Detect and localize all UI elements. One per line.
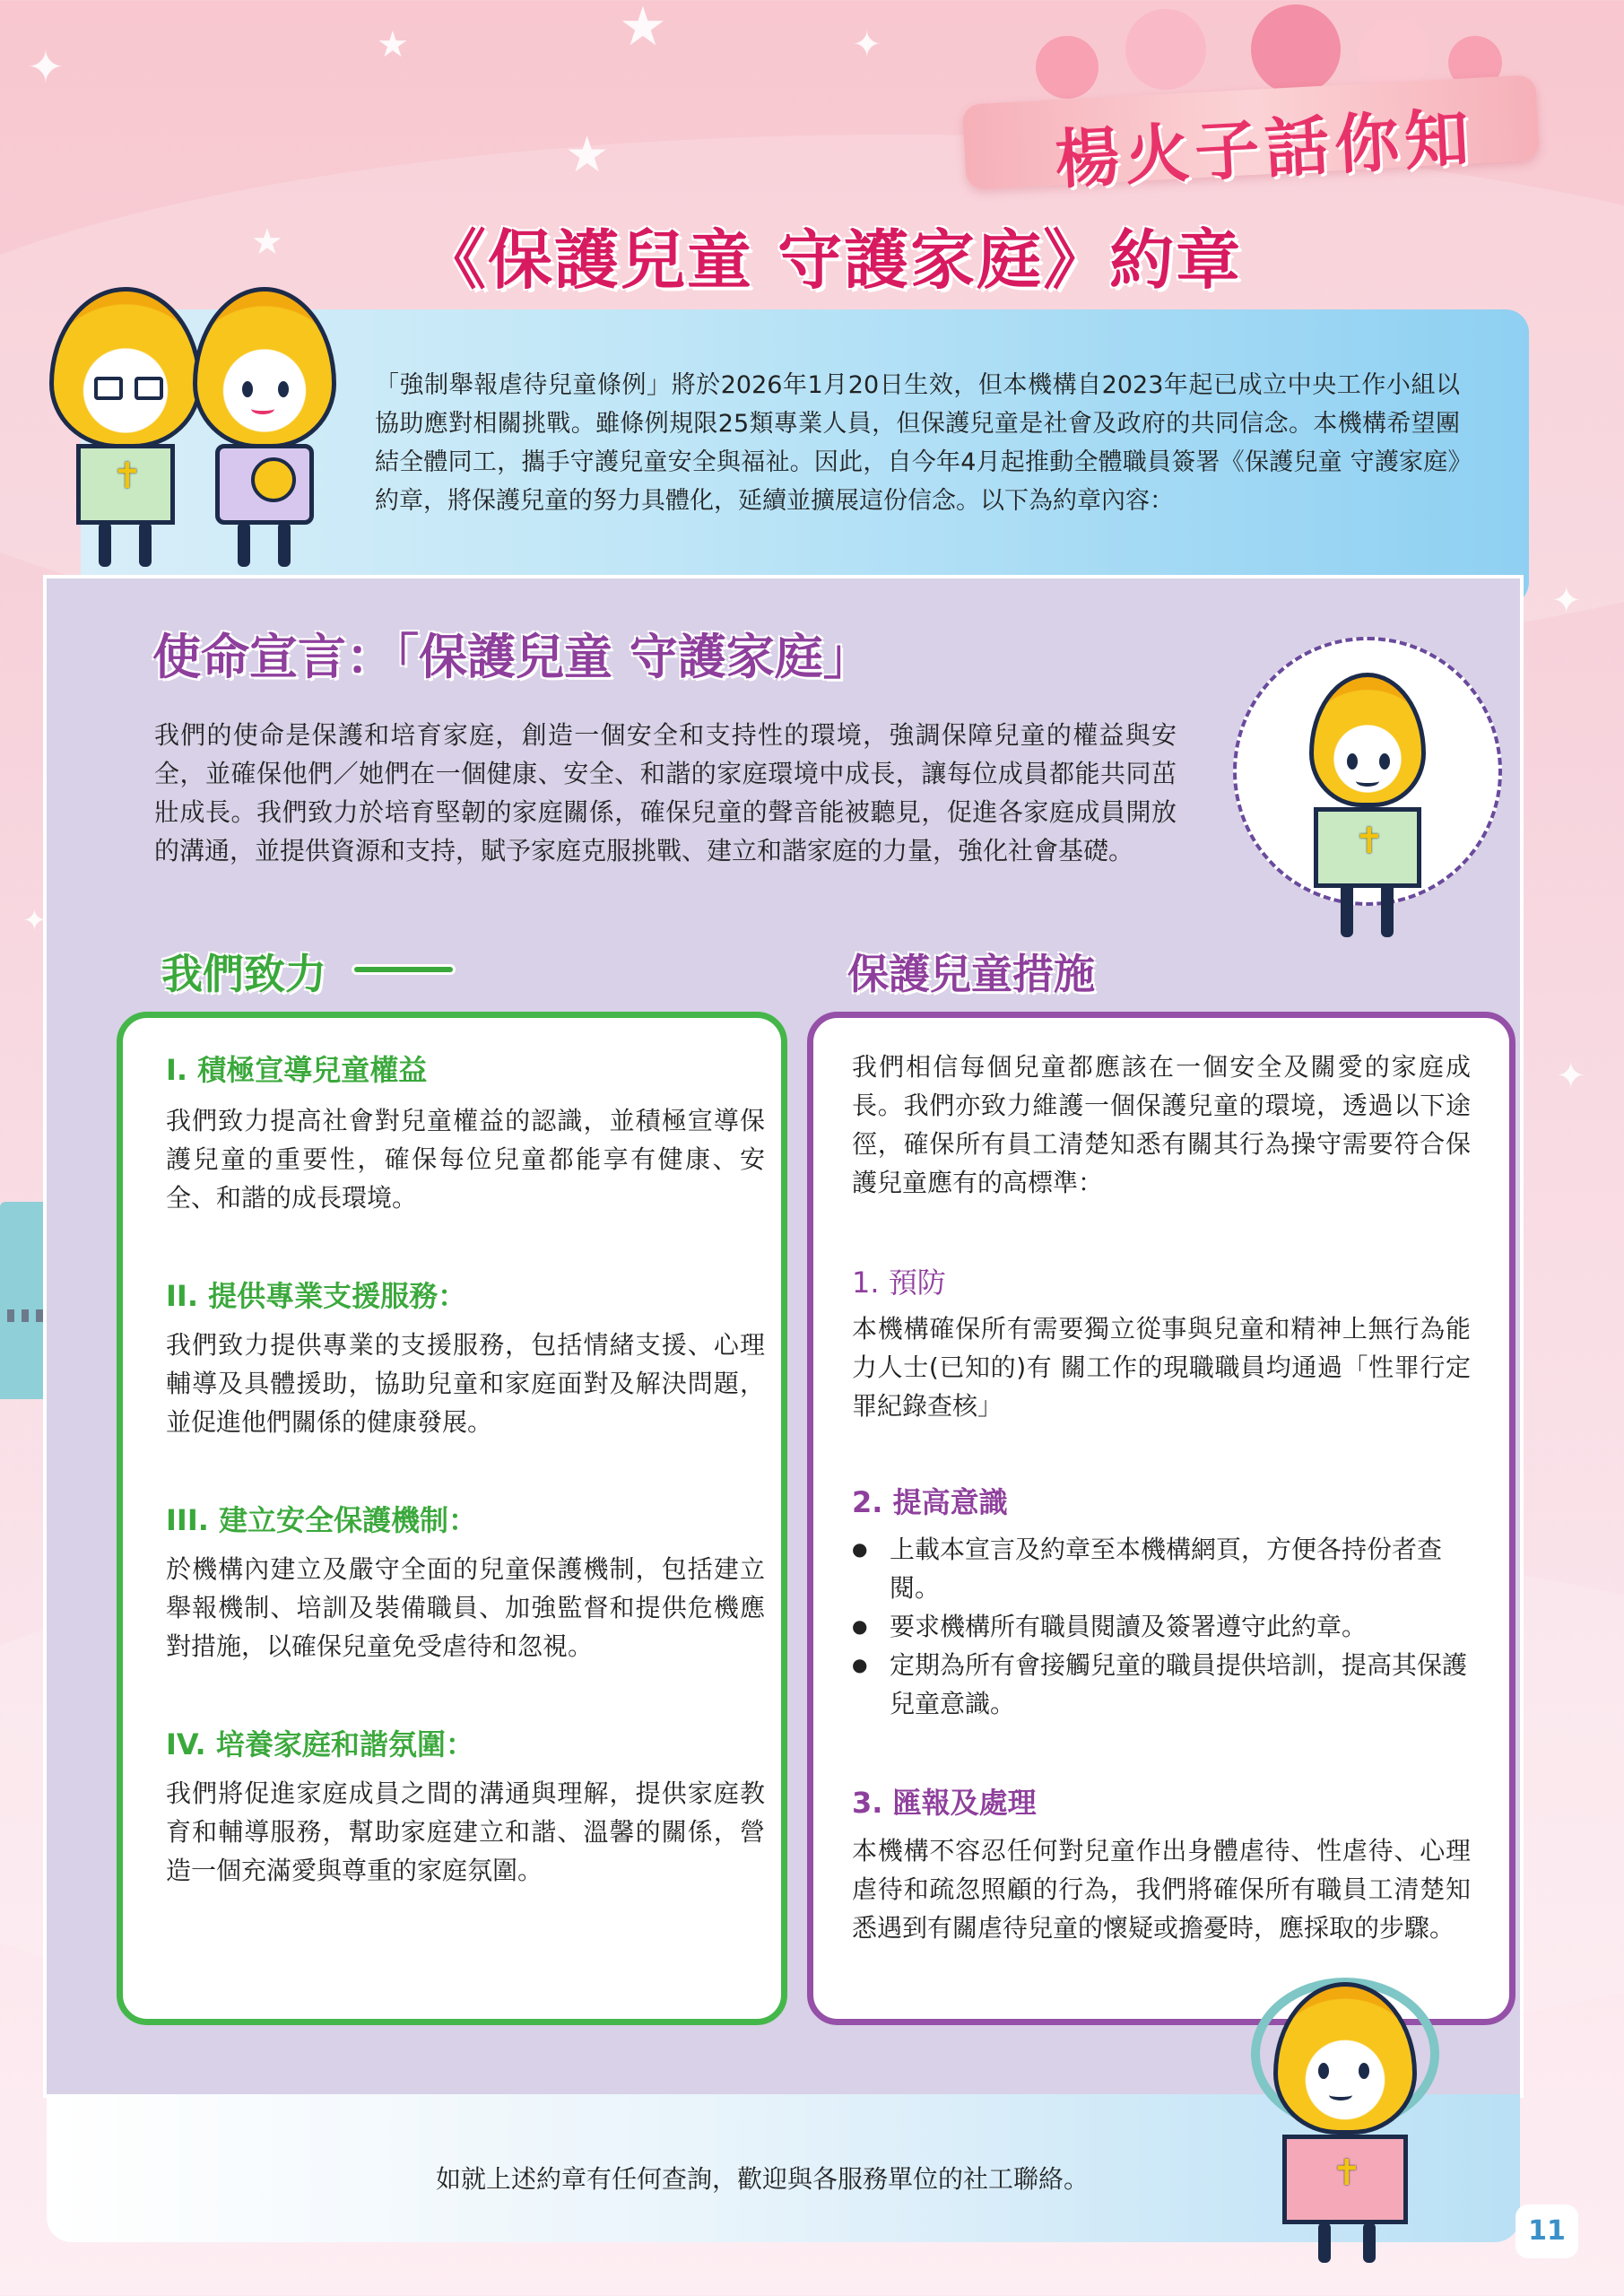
mascot-eye bbox=[1318, 2063, 1329, 2079]
star-icon: ✦ bbox=[27, 41, 65, 93]
mascot-flame bbox=[193, 287, 336, 448]
commitments-title: 我們致力 bbox=[161, 950, 326, 998]
mascot-eye bbox=[135, 377, 163, 400]
mascot-eye bbox=[242, 381, 253, 397]
cross-icon: ✝ bbox=[1354, 821, 1385, 862]
mascot-eye bbox=[1347, 753, 1358, 770]
castle-window bbox=[7, 1309, 14, 1322]
mascot-leg bbox=[1318, 2222, 1331, 2263]
castle-window bbox=[36, 1309, 43, 1322]
mission-text: 我們的使命是保護和培育家庭，創造一個安全和支持性的環境，強調保障兒童的權益與安全，並確保他們／她們在一個健康、安全、和諧的家庭環境中成長，讓每位成員都能共同茁壯成長。我們致力於培育堅韌的家庭關係，確保兒童的聲音能被聽見，促進各家庭成員開放的溝通，並提供資源和支持，賦予家庭克服挑戰、建立和諧家庭的力量，強化社會基礎。 bbox=[154, 720, 1177, 865]
list-item: ● 定期為所有會接觸兒童的職員提供培訓，提高其保護兒童意識。 bbox=[852, 1646, 1471, 1723]
commitment-heading: IV. 培養家庭和諧氛圍： bbox=[166, 1727, 474, 1761]
measure-body: 本機構確保所有需要獨立從事與兒童和精神上無行為能力人士(已知的)有 關工作的現職職員均通過「性罪行定罪紀錄查核」 bbox=[852, 1314, 1471, 1421]
intro-text: 「強制舉報虐待兒童條例」將於2026年1月20日生效，但本機構自2023年起已成立中央工作小組以協助應對相關挑戰。雖條例規限25類專業人員，但保護兒童是社會及政府的共同信念。本機構希望團結全體同工，攜手守護兒童安全與福祉。因此，自今年4月起推動全體職員簽署《保護兒童 守護家庭》約章，將保護兒童的努力具體化，延續並擴展這份信念。以下為約章內容： bbox=[375, 371, 1460, 515]
flower-icon bbox=[1359, 18, 1430, 90]
mascot-father bbox=[49, 287, 202, 574]
baby-icon bbox=[251, 457, 296, 502]
mascot-headphones bbox=[1246, 1964, 1444, 2269]
star-icon: ★ bbox=[377, 24, 409, 65]
page-number: 11 bbox=[1515, 2205, 1578, 2258]
mascot-mouth bbox=[251, 404, 274, 414]
mascot-leg bbox=[1381, 883, 1394, 937]
commitment-body: 我們致力提高社會對兒童權益的認識，並積極宣導保護兒童的重要性，確保每位兒童都能享有健康、安全、和諧的成長環境。 bbox=[166, 1106, 765, 1213]
star-icon: ✦ bbox=[852, 24, 882, 65]
title-underline bbox=[354, 967, 453, 972]
mascot-mouth bbox=[1329, 2090, 1352, 2100]
mascot-eye bbox=[278, 381, 289, 397]
star-icon: ★ bbox=[619, 0, 667, 58]
measure-heading: 3. 匯報及處理 bbox=[852, 1786, 1037, 1820]
cross-icon: ✝ bbox=[1332, 2152, 1362, 2194]
mascot-flame bbox=[49, 287, 202, 448]
commitment-body: 我們致力提供專業的支援服務，包括情緒支援、心理輔導及具體援助，協助兒童和家庭面對及解決問題，並促進他們關係的健康發展。 bbox=[166, 1330, 765, 1437]
star-icon: ★ bbox=[565, 126, 610, 183]
cross-icon: ✝ bbox=[112, 456, 143, 497]
measures-intro: 我們相信每個兒童都應該在一個安全及關愛的家庭成長。我們亦致力維護一個保護兒童的環境，透過以下途徑，確保所有員工清楚知悉有關其行為操守需要符合保護兒童應有的高標準： bbox=[852, 1052, 1471, 1197]
mascot-cheer bbox=[1233, 637, 1502, 960]
footer-text: 如就上述約章有任何查詢，歡迎與各服務單位的社工聯絡。 bbox=[435, 2164, 1089, 2194]
list-item: ● 要求機構所有職員閱讀及簽署遵守此約章。 bbox=[852, 1607, 1471, 1646]
flower-icon bbox=[1251, 4, 1341, 94]
mascot-eye bbox=[1359, 2063, 1369, 2079]
castle-decoration bbox=[0, 1202, 54, 1399]
measure-heading: 2. 提高意識 bbox=[852, 1485, 1008, 1519]
mascot-mother bbox=[193, 287, 345, 574]
banner-title: 楊火子話你知 bbox=[1053, 100, 1477, 198]
header-banner bbox=[928, 27, 1574, 198]
star-icon: ✦ bbox=[22, 903, 47, 937]
castle-window bbox=[22, 1309, 29, 1322]
mascot-leg bbox=[238, 522, 250, 567]
measure-body: 本機構不容忍任何對兒童作出身體虐待、性虐待、心理虐待和疏忽照顧的行為，我們將確保所有職員工清楚知悉遇到有關虐待兒童的懷疑或擔憂時，應採取的步驟。 bbox=[852, 1836, 1471, 1943]
mascot-mouth bbox=[1356, 776, 1379, 787]
commitment-body: 我們將促進家庭成員之間的溝通與理解，提供家庭教育和輔導服務，幫助家庭建立和諧、溫馨的關係，營造一個充滿愛與尊重的家庭氛圍。 bbox=[166, 1779, 765, 1885]
flower-icon bbox=[1125, 9, 1206, 90]
measure-heading: 1. 預防 bbox=[852, 1265, 946, 1300]
awareness-list bbox=[852, 1530, 1471, 1723]
commitment-heading: II. 提供專業支援服務： bbox=[166, 1279, 467, 1313]
star-icon: ★ bbox=[251, 222, 283, 263]
star-icon: ✦ bbox=[1551, 580, 1582, 622]
mascot-leg bbox=[139, 522, 152, 567]
commitment-heading: I. 積極宣導兒童權益 bbox=[166, 1053, 428, 1087]
mascot-leg bbox=[278, 522, 291, 567]
list-item: ● 上載本宣言及約章至本機構網頁，方便各持份者查閱。 bbox=[852, 1530, 1471, 1607]
mascot-eye bbox=[94, 377, 123, 400]
mission-title: 使命宣言：「保護兒童 守護家庭」 bbox=[152, 629, 872, 685]
commitment-body: 於機構內建立及嚴守全面的兒童保護機制，包括建立舉報機制、培訓及裝備職員、加強監督和提供危機應對措施，以確保兒童免受虐待和忽視。 bbox=[166, 1554, 765, 1661]
measures-title: 保護兒童措施 bbox=[847, 950, 1095, 998]
page-title: 《保護兒童 守護家庭》約章 bbox=[421, 222, 1243, 298]
mascot-leg bbox=[1341, 883, 1353, 937]
flower-icon bbox=[1036, 36, 1099, 99]
mascot-leg bbox=[99, 522, 111, 567]
commitment-heading: III. 建立安全保護機制： bbox=[166, 1503, 478, 1537]
star-icon: ✦ bbox=[1556, 1056, 1586, 1097]
mascot-eye bbox=[1379, 753, 1390, 770]
mascot-leg bbox=[1363, 2222, 1376, 2263]
